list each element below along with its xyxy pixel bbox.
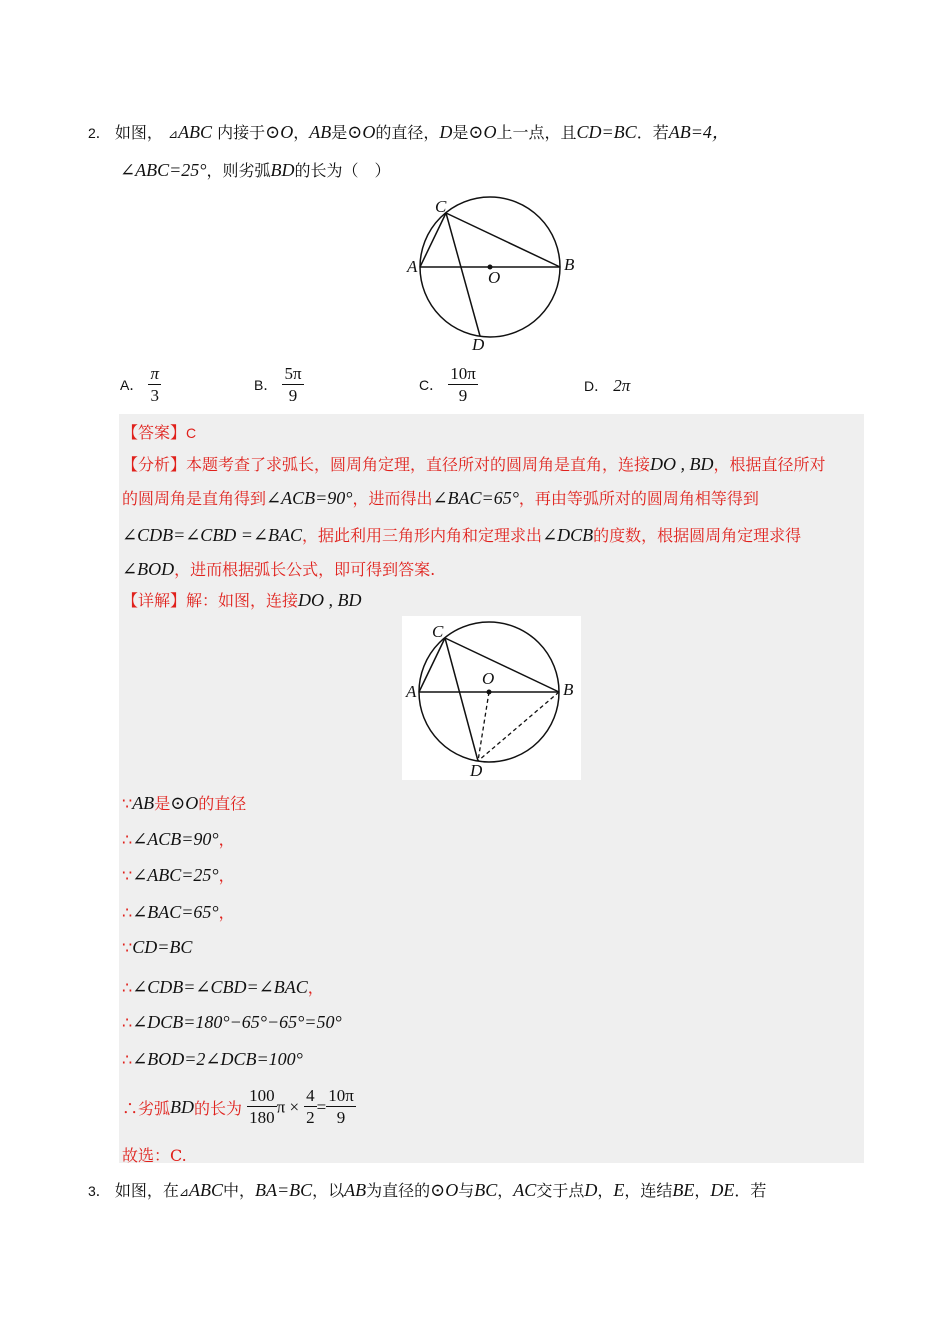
segment-cd <box>446 213 480 336</box>
step-2: ∴∠ACB=90°， <box>122 829 235 849</box>
step-4: ∴∠BAC=65°， <box>122 902 235 922</box>
circle-figure-1 <box>400 195 590 355</box>
segment-ca <box>419 638 445 692</box>
label-o: O <box>488 268 501 287</box>
option-d[interactable]: D． 2π <box>584 376 631 395</box>
option-a[interactable]: A． $\frac{\pi}{3}$ <box>120 364 159 405</box>
option-c[interactable]: C． $\frac{10\pi}{9}$ <box>419 364 476 405</box>
label-a: A <box>406 682 417 701</box>
step-8: ∴∠BOD=2∠DCB=100° <box>122 1049 303 1069</box>
question-2-line-2: ∠ABC=25°，则劣弧BD的长为（ ） <box>120 160 391 180</box>
label-o: O <box>482 669 495 688</box>
label-c: C <box>435 197 447 216</box>
segment-bd-dashed <box>478 692 559 761</box>
question-3-line-1: 3． 如图，在⊿ABC中，BA=BC，以AB为直径的⊙O与BC，AC交于点D，E，连结BE，DE．若 <box>88 1180 767 1200</box>
choose-line: 故选：C. <box>122 1146 187 1165</box>
question-number: 2． <box>88 125 110 141</box>
answer-line: 【答案】C <box>122 423 197 442</box>
label-b: B <box>564 255 575 274</box>
label-d: D <box>472 335 485 354</box>
analysis-line-3: ∠CDB=∠CBD =∠BAC，据此利用三角形内角和定理求出∠DCB的度数，根据圆周角定理求得 <box>122 525 802 545</box>
detail-intro: 【详解】解：如图，连接DO , BD <box>122 590 362 610</box>
label-a: A <box>407 257 418 276</box>
option-b[interactable]: B． $\frac{5\pi}{9}$ <box>254 364 302 405</box>
analysis-line-1: 【分析】本题考查了求弧长，圆周角定理，直径所对的圆周角是直角，连接DO , BD，根据直径所对 <box>122 454 826 474</box>
step-6: ∴∠CDB=∠CBD=∠BAC， <box>122 977 324 997</box>
step-3: ∵∠ABC=25°， <box>122 865 235 885</box>
step-5: ∵CD=BC <box>122 937 193 957</box>
step-1: ∵AB是⊙O的直径 <box>122 793 247 813</box>
segment-cd <box>445 638 478 761</box>
step-7: ∴∠DCB=180°−65°−65°=50° <box>122 1012 342 1032</box>
question-2-line-1: 2． 如图， ⊿ABC 内接于⊙O，AB是⊙O的直径，D是⊙O上一点，且CD=BC．若AB=4， <box>88 122 730 142</box>
question-number: 3． <box>88 1183 110 1199</box>
analysis-line-4: ∠BOD，进而根据弧长公式，即可得到答案. <box>122 559 436 579</box>
segment-do-dashed <box>478 692 489 761</box>
center-point <box>487 690 492 695</box>
final-arc-length: ∴劣弧BD的长为 $\frac{100}{180}$ π × $\frac{4}{2}$ = $\frac{10\pi}{9}$ <box>122 1086 354 1127</box>
label-c: C <box>432 622 444 641</box>
arc-equality: CD=BC <box>576 122 637 142</box>
segment-ca <box>420 213 446 267</box>
analysis-line-2: 的圆周角是直角得到∠ACB=90°，进而得出∠BAC=65°，再由等弧所对的圆周角相等得到 <box>122 488 759 508</box>
circle-figure-2 <box>402 616 581 780</box>
label-b: B <box>563 680 574 699</box>
label-d: D <box>470 761 483 780</box>
